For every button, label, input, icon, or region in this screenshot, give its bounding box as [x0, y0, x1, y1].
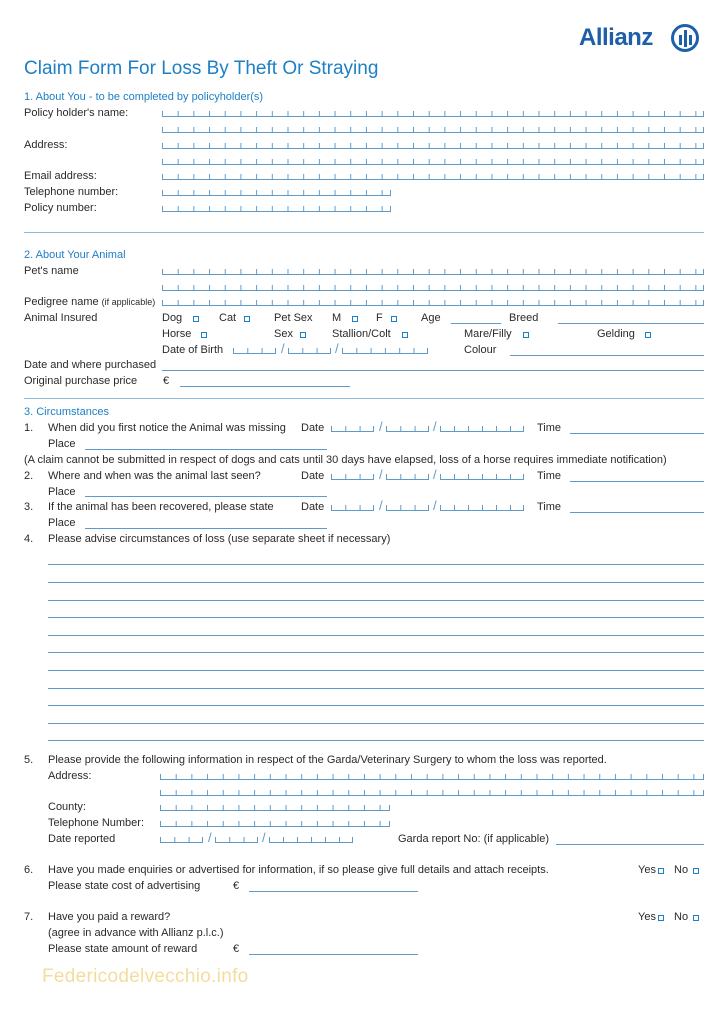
cat-label: Cat [219, 312, 237, 324]
dog-checkbox[interactable] [193, 316, 199, 322]
q2-date-day-field[interactable] [331, 474, 374, 480]
q1-time-field[interactable] [570, 433, 704, 434]
circumstances-line[interactable] [48, 723, 704, 724]
q2-place-label: Place [48, 486, 76, 498]
q7-no-label: No [674, 911, 689, 923]
section-1-heading: 1. About You - to be completed by policyholder(s) [24, 91, 264, 103]
q1-date-year-field[interactable] [440, 426, 524, 432]
male-label: M [332, 312, 342, 324]
date-separator: / [433, 419, 437, 434]
circumstances-line[interactable] [48, 652, 704, 653]
euro-symbol: € [163, 375, 170, 387]
q7-no-checkbox[interactable] [693, 915, 699, 921]
q3-place-label: Place [48, 517, 76, 529]
circumstances-line[interactable] [48, 740, 704, 741]
q3-time-label: Time [537, 501, 562, 513]
q5-address-field[interactable] [160, 774, 704, 780]
q1-date-day-field[interactable] [331, 426, 374, 432]
euro-symbol: € [233, 880, 240, 892]
q2-place-field[interactable] [85, 496, 327, 497]
date-separator: / [262, 830, 266, 845]
q2-time-label: Time [537, 470, 562, 482]
colour-field[interactable] [510, 355, 704, 356]
garda-report-field[interactable] [556, 844, 704, 845]
policy-holder-name-field-2[interactable] [162, 127, 704, 133]
q1-place-label: Place [48, 438, 76, 450]
circumstances-line[interactable] [48, 564, 704, 565]
question-1-number: 1. [24, 422, 34, 434]
q6-yes-checkbox[interactable] [658, 868, 664, 874]
pets-name-field-2[interactable] [162, 285, 704, 291]
q7-amount-label: Please state amount of reward [48, 943, 198, 955]
breed-label: Breed [509, 312, 539, 324]
date-separator: / [433, 467, 437, 482]
divider [24, 232, 704, 233]
q7-yes-checkbox[interactable] [658, 915, 664, 921]
sex-label: Sex [274, 328, 293, 340]
question-6-text: Have you made enquiries or advertised for information, if so please give full details and attach receipts. [48, 864, 549, 876]
policy-holder-name-label: Policy holder's name: [24, 107, 129, 119]
q1-place-field[interactable] [85, 449, 327, 450]
q5-date-year-field[interactable] [269, 837, 353, 843]
question-2-number: 2. [24, 470, 34, 482]
dob-day-field[interactable] [233, 348, 276, 354]
q1-date-month-field[interactable] [386, 426, 429, 432]
age-label: Age [421, 312, 441, 324]
animal-insured-label: Animal Insured [24, 312, 98, 324]
section-2-heading: 2. About Your Animal [24, 249, 126, 261]
date-of-birth-label: Date of Birth [162, 344, 224, 356]
date-separator: / [433, 498, 437, 513]
original-price-field[interactable] [180, 386, 350, 387]
original-price-label: Original purchase price [24, 375, 138, 387]
circumstances-line[interactable] [48, 670, 704, 671]
q1-time-label: Time [537, 422, 562, 434]
q5-county-field[interactable] [160, 805, 390, 811]
cat-checkbox[interactable] [244, 316, 250, 322]
date-separator: / [208, 830, 212, 845]
q3-date-month-field[interactable] [386, 505, 429, 511]
q2-date-month-field[interactable] [386, 474, 429, 480]
stallion-colt-label: Stallion/Colt [332, 328, 391, 340]
claim-notice: (A claim cannot be submitted in respect of dogs and cats until 30 days have elapsed, loss of a horse requires immediate notification) [24, 454, 667, 466]
question-5-text: Please provide the following information in respect of the Garda/Veterinary Surgery to whom the loss was reported. [48, 754, 607, 766]
mare-filly-label: Mare/Filly [464, 328, 512, 340]
euro-symbol: € [233, 943, 240, 955]
brand-name: Allianz [579, 24, 653, 51]
q2-date-year-field[interactable] [440, 474, 524, 480]
horse-label: Horse [162, 328, 192, 340]
divider [24, 398, 704, 399]
gelding-checkbox[interactable] [645, 332, 651, 338]
q7-yes-label: Yes [638, 911, 656, 923]
date-separator: / [379, 419, 383, 434]
dog-label: Dog [162, 312, 183, 324]
gelding-label: Gelding [597, 328, 635, 340]
female-checkbox[interactable] [391, 316, 397, 322]
address-label: Address: [24, 139, 68, 151]
page-title: Claim Form For Loss By Theft Or Straying [24, 58, 379, 79]
telephone-field[interactable] [162, 190, 391, 196]
circumstances-line[interactable] [48, 635, 704, 636]
breed-field[interactable] [558, 323, 704, 324]
policy-number-field[interactable] [162, 206, 391, 212]
question-5-number: 5. [24, 754, 34, 766]
q3-time-field[interactable] [570, 512, 704, 513]
email-label: Email address: [24, 170, 97, 182]
q6-no-label: No [674, 864, 689, 876]
q2-date-label: Date [301, 470, 325, 482]
q7-amount-field[interactable] [249, 954, 418, 955]
question-4-text: Please advise circumstances of loss (use separate sheet if necessary) [48, 533, 391, 545]
q5-date-day-field[interactable] [160, 837, 203, 843]
question-1-text: When did you first notice the Animal was missing [48, 422, 286, 434]
date-separator: / [335, 341, 339, 356]
q5-address-label: Address: [48, 770, 92, 782]
address-field-2[interactable] [162, 159, 704, 165]
date-where-purchased-label: Date and where purchased [24, 359, 157, 371]
question-7-text: Have you paid a reward? [48, 911, 171, 923]
q5-address-field-2[interactable] [160, 790, 704, 796]
sex-checkbox[interactable] [300, 332, 306, 338]
circumstances-line[interactable] [48, 617, 704, 618]
date-where-purchased-field[interactable] [162, 370, 704, 371]
colour-label: Colour [464, 344, 497, 356]
pets-name-field[interactable] [162, 269, 704, 275]
q6-cost-label: Please state cost of advertising [48, 880, 201, 892]
q5-date-reported-label: Date reported [48, 833, 116, 845]
q6-no-checkbox[interactable] [693, 868, 699, 874]
pedigree-name-label: Pedigree name (if applicable) [24, 296, 156, 308]
q3-date-label: Date [301, 501, 325, 513]
q3-date-day-field[interactable] [331, 505, 374, 511]
question-2-text: Where and when was the animal last seen? [48, 470, 261, 482]
address-field[interactable] [162, 143, 704, 149]
female-label: F [376, 312, 383, 324]
q1-date-label: Date [301, 422, 325, 434]
stallion-colt-checkbox[interactable] [402, 332, 408, 338]
mare-filly-checkbox[interactable] [523, 332, 529, 338]
age-field[interactable] [451, 323, 501, 324]
q3-place-field[interactable] [85, 528, 327, 529]
watermark: Federicodelvecchio.info [42, 966, 249, 987]
date-separator: / [379, 498, 383, 513]
question-6-number: 6. [24, 864, 34, 876]
garda-report-label: Garda report No: (if applicable) [398, 833, 550, 845]
q6-cost-field[interactable] [249, 891, 418, 892]
q3-date-year-field[interactable] [440, 505, 524, 511]
q5-telephone-field[interactable] [160, 821, 390, 827]
date-separator: / [379, 467, 383, 482]
telephone-label: Telephone number: [24, 186, 119, 198]
q6-yes-label: Yes [638, 864, 656, 876]
q2-time-field[interactable] [570, 481, 704, 482]
question-4-number: 4. [24, 533, 34, 545]
q5-county-label: County: [48, 801, 86, 813]
question-7-number: 7. [24, 911, 34, 923]
date-separator: / [281, 341, 285, 356]
pet-sex-label: Pet Sex [274, 312, 313, 324]
q5-date-month-field[interactable] [215, 837, 258, 843]
allianz-logo-icon [671, 24, 699, 52]
male-checkbox[interactable] [352, 316, 358, 322]
policy-number-label: Policy number: [24, 202, 97, 214]
horse-checkbox[interactable] [201, 332, 207, 338]
circumstances-line[interactable] [48, 600, 704, 601]
pedigree-name-field[interactable] [162, 300, 704, 306]
policy-holder-name-field[interactable] [162, 111, 704, 117]
q5-telephone-label: Telephone Number: [48, 817, 145, 829]
dob-month-field[interactable] [288, 348, 331, 354]
question-3-text: If the animal has been recovered, please state [48, 501, 274, 513]
circumstances-line[interactable] [48, 705, 704, 706]
question-3-number: 3. [24, 501, 34, 513]
email-field[interactable] [162, 174, 704, 180]
circumstances-line[interactable] [48, 582, 704, 583]
pets-name-label: Pet's name [24, 265, 79, 277]
circumstances-line[interactable] [48, 688, 704, 689]
section-3-heading: 3. Circumstances [24, 406, 109, 418]
dob-year-field[interactable] [342, 348, 428, 354]
q7-sub-label: (agree in advance with Allianz p.l.c.) [48, 927, 224, 939]
